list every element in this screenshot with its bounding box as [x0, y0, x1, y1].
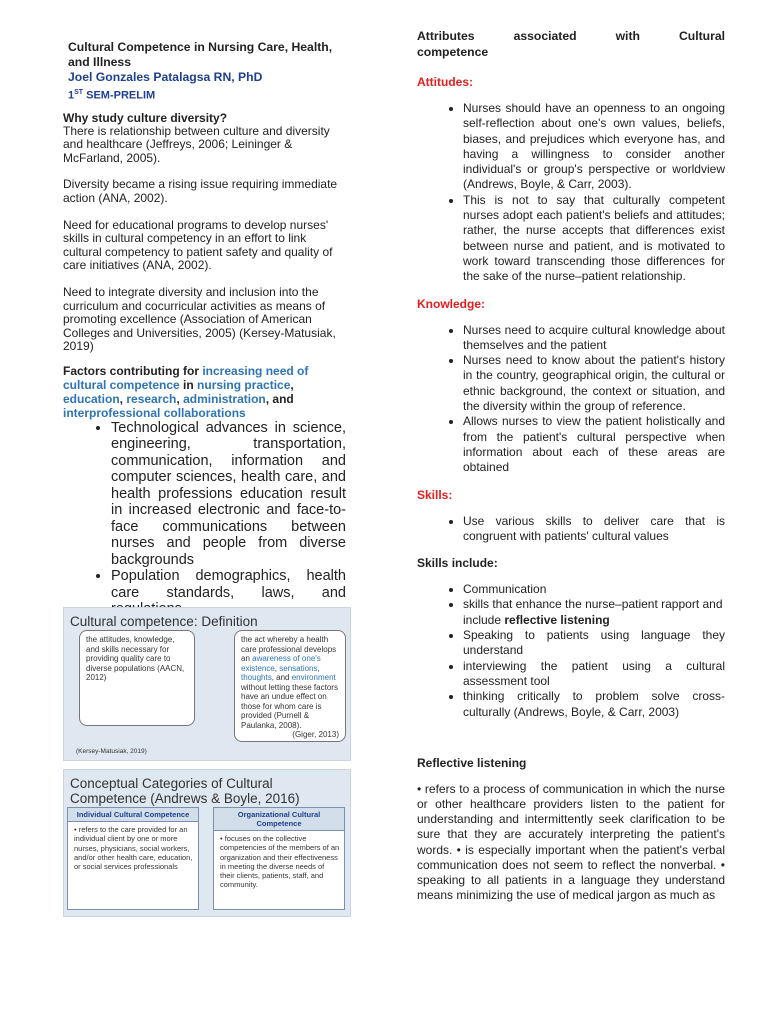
- paragraph-1: There is relationship between culture and diversity and healthcare (Jeffreys, 2006; Leininger & McFarland, 2005).: [63, 123, 330, 165]
- factors-highlight: administration: [183, 391, 266, 406]
- list-item: • Allows nurses to view the patient holistically and from the patient's cultural perspective when information about each of these areas are obtained: [463, 414, 725, 475]
- list-item: • Population demographics, health care standards, laws, and: [111, 568, 346, 618]
- individual-heading: Individual Cultural Competence: [68, 808, 198, 822]
- paragraph-4: Need to integrate diversity and inclusion into the curriculum and cocurricular activities as means of promoting excellence (Association of American Colleges and Universities, 2005) (Kersey-Matusiak, 2019): [63, 285, 336, 354]
- attitudes-label: Attitudes:: [417, 75, 473, 89]
- box-highlight: thoughts: [241, 673, 272, 682]
- list-item: • interviewing the patient using a cultural assessment tool: [463, 659, 725, 690]
- skills-label: Skills:: [417, 487, 453, 502]
- reflective-listening-term: reflective listening: [504, 612, 610, 627]
- definition-slide: [63, 607, 351, 761]
- semester-superscript: ST: [74, 89, 84, 96]
- factors-text: ,: [119, 391, 127, 406]
- paragraph-2: Diversity became a rising issue requiring immediate action (ANA, 2002).: [63, 177, 338, 206]
- box-highlight: environment: [291, 673, 336, 682]
- knowledge-list: [417, 323, 725, 476]
- factors-highlight: nursing practice: [197, 377, 291, 392]
- factors-text: , and: [265, 391, 294, 406]
- factors-highlight: increasing need of cultural competence: [63, 363, 309, 392]
- list-item: • Technological advances in science, engineering, transportation, communication, information and computer sciences, health care, and health professions education result in increased electronic and face-to-face communications between nurses and people from diverse backgrounds: [111, 420, 346, 569]
- skills-include-list: [417, 582, 725, 720]
- box-text: without letting these factors have an undue effect on those for whom care is provided (Purnell & Paulanka, 2008).: [241, 682, 338, 730]
- why-heading: Why study culture diversity?: [63, 110, 228, 125]
- organizational-heading: Organizational Cultural Competence: [214, 808, 344, 831]
- box-text: ,: [317, 663, 320, 673]
- list-item: • Speaking to patients using language they understand: [463, 628, 725, 659]
- reflective-text: • refers to a process of communication in which the nurse or other healthcare providers listen to the patient for understanding and intermittently seek clarification to be sure that they are accurately interpreting the patient's words. • is especially important when the patient's verbal communication does not seem to reflect the nonverbal. • speaking to all patients in a language they understand means minimizing the use of medical jargon as much as: [417, 781, 725, 903]
- list-item: • Use various skills to deliver care that is congruent with patients' cultural values: [463, 514, 725, 545]
- definition-box-aacn: the attitudes, knowledge, and skills necessary for providing quality care to diverse populations (AACN, 2012): [79, 630, 195, 726]
- factors-heading: [63, 364, 346, 420]
- attitudes-list: [417, 101, 725, 285]
- list-item: • thinking critically to problem solve cross-culturally (Andrews, Boyle, & Carr, 2003): [463, 689, 725, 720]
- skills-include-label: Skills include:: [417, 556, 498, 571]
- skills-list: [417, 514, 725, 545]
- semester-number: 1: [68, 89, 75, 102]
- organizational-column: [213, 807, 345, 910]
- giger-cite: (Giger, 2013): [292, 730, 339, 739]
- list-item: • This is not to say that culturally competent nurses adopt each patient's beliefs and attitudes; rather, the nurse accepts that differences exist between nurse and patient, and is motivated to work toward transcending those differences for the sake of the nurse–patient relationship.: [463, 193, 725, 285]
- kersey-cite: (Kersey-Matusiak, 2019): [76, 748, 147, 755]
- document-title: Cultural Competence in Nursing Care, Health, and Illness: [68, 40, 333, 69]
- box-highlight: awareness of one's existence: [241, 654, 321, 673]
- document-author: Joel Gonzales Patalagsa RN, PhD: [68, 70, 263, 84]
- individual-text: • refers to the care provided for an individual client by one or more nurses, physicians, social workers, and/or other health care, education, or social services professionals: [74, 825, 193, 872]
- box-text: ,: [274, 663, 280, 673]
- attributes-heading-line2: competence: [417, 45, 489, 59]
- list-item: • Nurses need to know about the patient's history in the country, geographical origin, the cultural or ethnic background, the context or situation, and the diversity within the group of reference.: [463, 353, 725, 414]
- attributes-heading: Attributes associated with Cultural: [417, 29, 725, 43]
- reflective-heading: Reflective listening: [417, 755, 527, 770]
- list-item: • Communication: [463, 582, 725, 597]
- organizational-text: • focuses on the collective competencies of the members of an organization and their effectiveness in meeting the diverse needs of their clients, patients, staff, and community.: [220, 834, 340, 890]
- factors-highlight: education: [63, 391, 120, 406]
- individual-column: [67, 807, 199, 910]
- slide-title: Cultural competence: Definition: [70, 614, 258, 629]
- item-text: skills that enhance the nurse–patient rapport and include: [463, 597, 723, 627]
- factors-text: in: [179, 377, 198, 392]
- factors-list: [63, 420, 346, 618]
- box-highlight: sensations: [279, 663, 318, 673]
- semester-text: SEM-PRELIM: [83, 89, 156, 102]
- slide-title: Conceptual Categories of Cultural Competence (Andrews & Boyle, 2016): [70, 776, 300, 806]
- factors-text: ,: [176, 391, 184, 406]
- left-column: [63, 40, 346, 618]
- semester-label: [68, 85, 346, 104]
- right-column: [417, 28, 725, 903]
- factors-text: ,: [290, 377, 294, 392]
- categories-slide: [63, 769, 351, 917]
- factors-highlight: research: [126, 391, 177, 406]
- definition-box-purnell: [234, 630, 346, 742]
- knowledge-label: Knowledge:: [417, 296, 485, 311]
- list-item: [463, 597, 725, 628]
- paragraph-3: Need for educational programs to develop nurses' skills in cultural competency in an effort to link cultural competency to patient safety and quality of care initiatives (ANA, 2002).: [63, 217, 333, 273]
- box-text: the act whereby a health care professional develops an: [241, 635, 337, 663]
- list-item: • Nurses should have an openness to an ongoing self-reflection about one's own values, beliefs, biases, and prejudices which everyone has, and having a willingness to consider another individual's or group's perspective or worldview (Andrews, Boyle, & Carr, 2003).: [463, 101, 725, 193]
- factors-highlight: interprofessional collaborations: [63, 405, 246, 420]
- list-item: • Nurses need to acquire cultural knowledge about themselves and the patient: [463, 323, 725, 354]
- box-text: , and: [271, 673, 292, 682]
- factors-text: Factors contributing for: [63, 363, 203, 378]
